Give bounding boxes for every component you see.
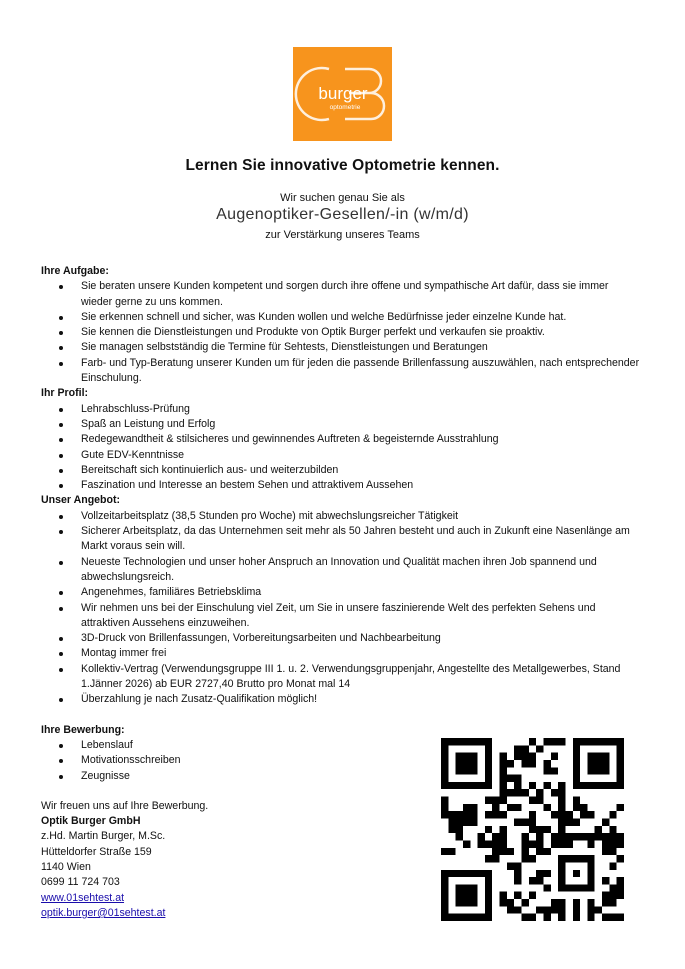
list-item: Montag immer frei xyxy=(81,646,641,661)
list-item: Vollzeitarbeitsplatz (38,5 Stunden pro Woche) mit abwechslungsreicher Tätigkeit xyxy=(81,509,641,524)
company-name: Optik Burger GmbH xyxy=(41,815,141,828)
street-address: Hütteldorfer Straße 159 xyxy=(41,845,152,858)
website-link[interactable]: www.01sehtest.at xyxy=(41,891,125,904)
list-item: Kollektiv-Vertrag (Verwendungsgruppe III 1. u. 2. Verwendungsgruppenjahr, Angestellte des Metallgewerbes, Stand 1.Jänner 2026) ab EUR 2727,40 Brutto pro Monat mal 14 xyxy=(81,662,641,693)
list-item: Sie beraten unsere Kunden kompetent und sorgen durch ihre offene und sympathische Art dafür, dass sie immer wieder gerne zu uns kommen. xyxy=(81,279,641,310)
list-item: Sie managen selbstständig die Termine für Sehtests, Dienstleistungen und Beratungen xyxy=(81,340,641,355)
list-item: Redegewandtheit & stilsicheres und gewinnendes Auftreten & begeisternde Ausstrahlung xyxy=(81,432,641,447)
section-heading: Ihr Profil: xyxy=(41,387,89,400)
city-address: 1140 Wien xyxy=(41,860,91,873)
list-item: Überzahlung je nach Zusatz-Qualifikation möglich! xyxy=(81,692,641,707)
list-item: 3D-Druck von Brillenfassungen, Vorbereitungsarbeiten und Nachbearbeitung xyxy=(81,631,641,646)
company-logo xyxy=(293,47,392,141)
list-item: Motivationsschreiben xyxy=(81,753,641,768)
list-item: Farb- und Typ-Beratung unserer Kunden um für jeden die passende Brillenfassung auszuwählen, nach entsprechender Einschulung. xyxy=(81,356,641,387)
section-heading: Ihre Aufgabe: xyxy=(41,265,109,277)
list-item: Angenehmes, familiäres Betriebsklima xyxy=(81,585,641,600)
bullet-list xyxy=(41,279,641,386)
section-offer xyxy=(41,493,641,707)
list-item: Gute EDV-Kenntnisse xyxy=(81,448,641,463)
phone-number: 0699 11 724 703 xyxy=(41,876,120,889)
section-profile xyxy=(41,386,641,493)
contact-intro: Wir freuen uns auf Ihre Bewerbung. xyxy=(41,799,209,812)
bullet-list xyxy=(41,402,641,494)
list-item: Sicherer Arbeitsplatz, da das Unternehmen seit mehr als 50 Jahren besteht und auch in Zukunft eine Nasenlänge am Markt voraus sein will. xyxy=(81,524,641,555)
logo-brand: burger xyxy=(318,84,368,103)
list-item: Bereitschaft sich kontinuierlich aus- und weiterzubilden xyxy=(81,463,641,478)
position-title: Augenoptiker-Gesellen/-in (w/m/d) xyxy=(216,206,469,223)
page-headline: Lernen Sie innovative Optometrie kennen. xyxy=(185,157,500,174)
list-item: Sie kennen die Dienstleistungen und Produkte von Optik Burger perfekt und verkaufen sie proaktiv. xyxy=(81,325,641,340)
list-item: Spaß an Leistung und Erfolg xyxy=(81,417,641,432)
list-item: Lehrabschluss-Prüfung xyxy=(81,402,641,417)
email-link[interactable]: optik.burger@01sehtest.at xyxy=(41,906,166,919)
list-item: Faszination und Interesse an bestem Sehen und attraktivem Aussehen xyxy=(81,478,641,493)
intro-text: Wir suchen genau Sie als xyxy=(280,192,405,204)
qr-code-icon xyxy=(441,738,624,921)
list-item: Sie erkennen schnell und sicher, was Kunden wollen und welche Bedürfnisse jeder einzelne Kunde hat. xyxy=(81,310,641,325)
bullet-list xyxy=(41,509,641,708)
list-item: Zeugnisse xyxy=(81,769,641,784)
section-heading: Ihre Bewerbung: xyxy=(41,723,125,736)
logo-tagline: optometrie xyxy=(329,104,361,111)
section-tasks xyxy=(41,264,641,386)
section-heading: Unser Angebot: xyxy=(41,494,121,507)
list-item: Wir nehmen uns bei der Einschulung viel Zeit, um Sie in unsere faszinierende Welt des perfekten Sehens und attraktiven Aussehens einzuweihen. xyxy=(81,601,641,632)
list-item: Lebenslauf xyxy=(81,738,641,753)
contact-person: z.Hd. Martin Burger, M.Sc. xyxy=(41,830,166,843)
subline-text: zur Verstärkung unseres Teams xyxy=(265,229,420,241)
list-item: Neueste Technologien und unser hoher Anspruch an Innovation und Qualität machen ihren Job spannend und abwechslungsreich. xyxy=(81,555,641,586)
